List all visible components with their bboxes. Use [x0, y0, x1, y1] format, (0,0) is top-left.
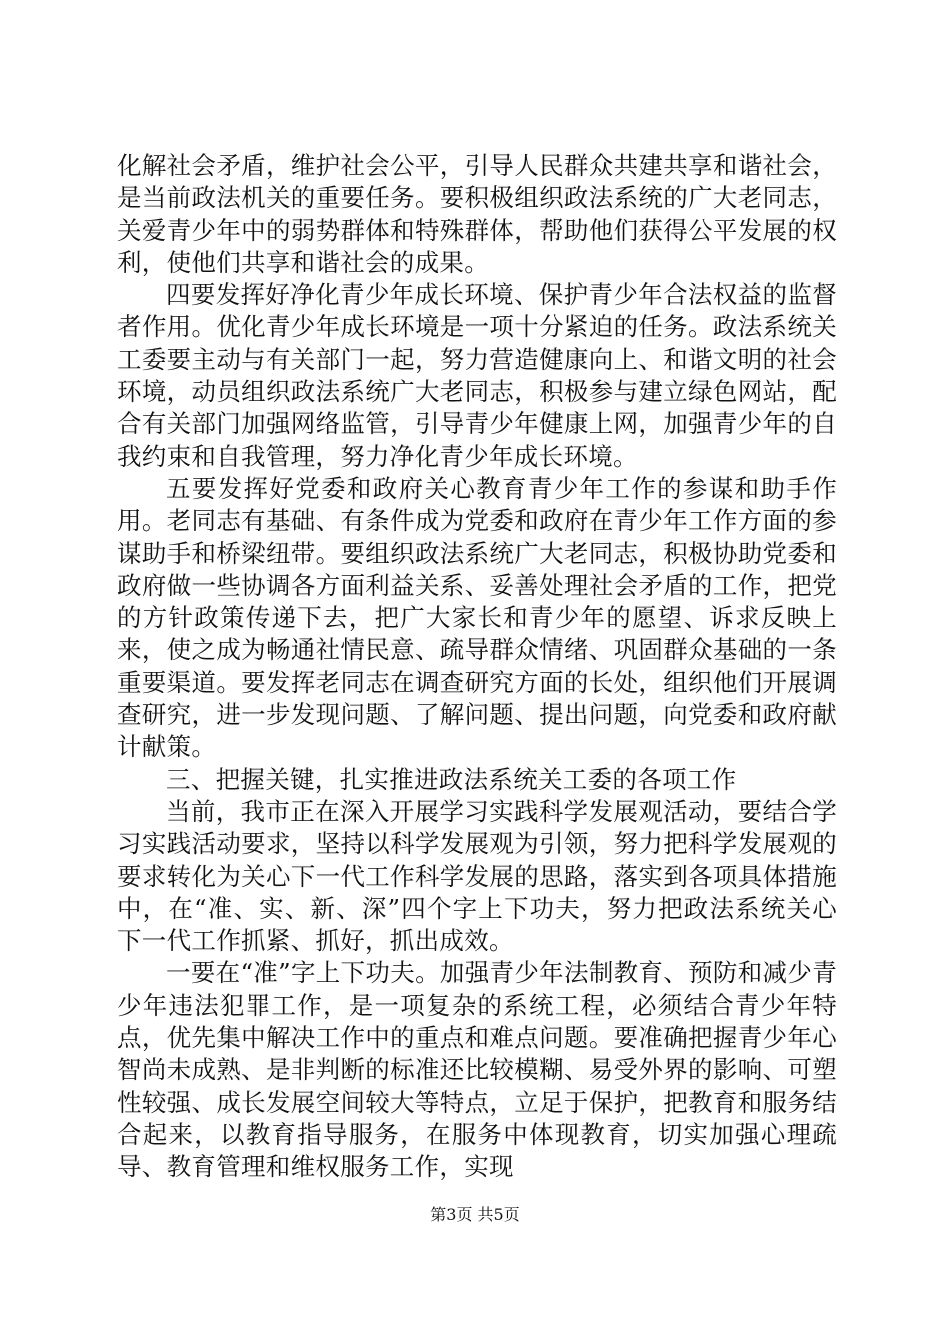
paragraph-1: 化解社会矛盾，维护社会公平，引导人民群众共建共享和谐社会，是当前政法机关的重要任务。要积极组织政法系统的广大老同志，关爱青少年中的弱势群体和特殊群体，帮助他们获得公平发展的权利，使他们共享和谐社会的成果。: [117, 151, 837, 277]
paragraph-2: 四要发挥好净化青少年成长环境、保护青少年合法权益的监督者作用。优化青少年成长环境是一项十分紧迫的任务。政法系统关工委要主动与有关部门一起，努力营造健康向上、和谐文明的社会环境，动员组织政法系统广大老同志，积极参与建立绿色网站，配合有关部门加强网络监管，引导青少年健康上网，加强青少年的自我约束和自我管理，努力净化青少年成长环境。: [117, 280, 837, 471]
paragraph-6: 一要在“准”字上下功夫。加强青少年法制教育、预防和减少青少年违法犯罪工作，是一项复杂的系统工程，必须结合青少年特点，优先集中解决工作中的重点和难点问题。要准确把握青少年心智尚未成熟、是非判断的标准还比较模糊、易受外界的影响、可塑性较强、成长发展空间较大等特点，立足于保护，把教育和服务结合起来，以教育指导服务，在服务中体现教育，切实加强心理疏导、教育管理和维权服务工作，实现: [117, 958, 837, 1182]
page-number-footer: 第3页 共5页: [430, 1205, 520, 1224]
paragraph-3: 五要发挥好党委和政府关心教育青少年工作的参谋和助手作用。老同志有基础、有条件成为党委和政府在青少年工作方面的参谋助手和桥梁纽带。要组织政法系统广大老同志，积极协助党委和政府做一些协调各方面利益关系、妥善处理社会矛盾的工作，把党的方针政策传递下去，把广大家长和青少年的愿望、诉求反映上来，使之成为畅通社情民意、疏导群众情绪、巩固群众基础的一条重要渠道。要发挥老同志在调查研究方面的长处，组织他们开展调查研究，进一步发现问题、了解问题、提出问题，向党委和政府献计献策。: [117, 473, 837, 762]
document-body: [117, 150, 837, 1184]
paragraph-5: 当前，我市正在深入开展学习实践科学发展观活动，要结合学习实践活动要求，坚持以科学发展观为引领，努力把科学发展观的要求转化为关心下一代工作科学发展的思路，落实到各项具体措施中，在“准、实、新、深”四个字上下功夫，努力把政法系统关心下一代工作抓紧、抓好，抓出成效。: [117, 796, 837, 956]
section-heading: 三、把握关键，扎实推进政法系统关工委的各项工作: [166, 764, 737, 794]
